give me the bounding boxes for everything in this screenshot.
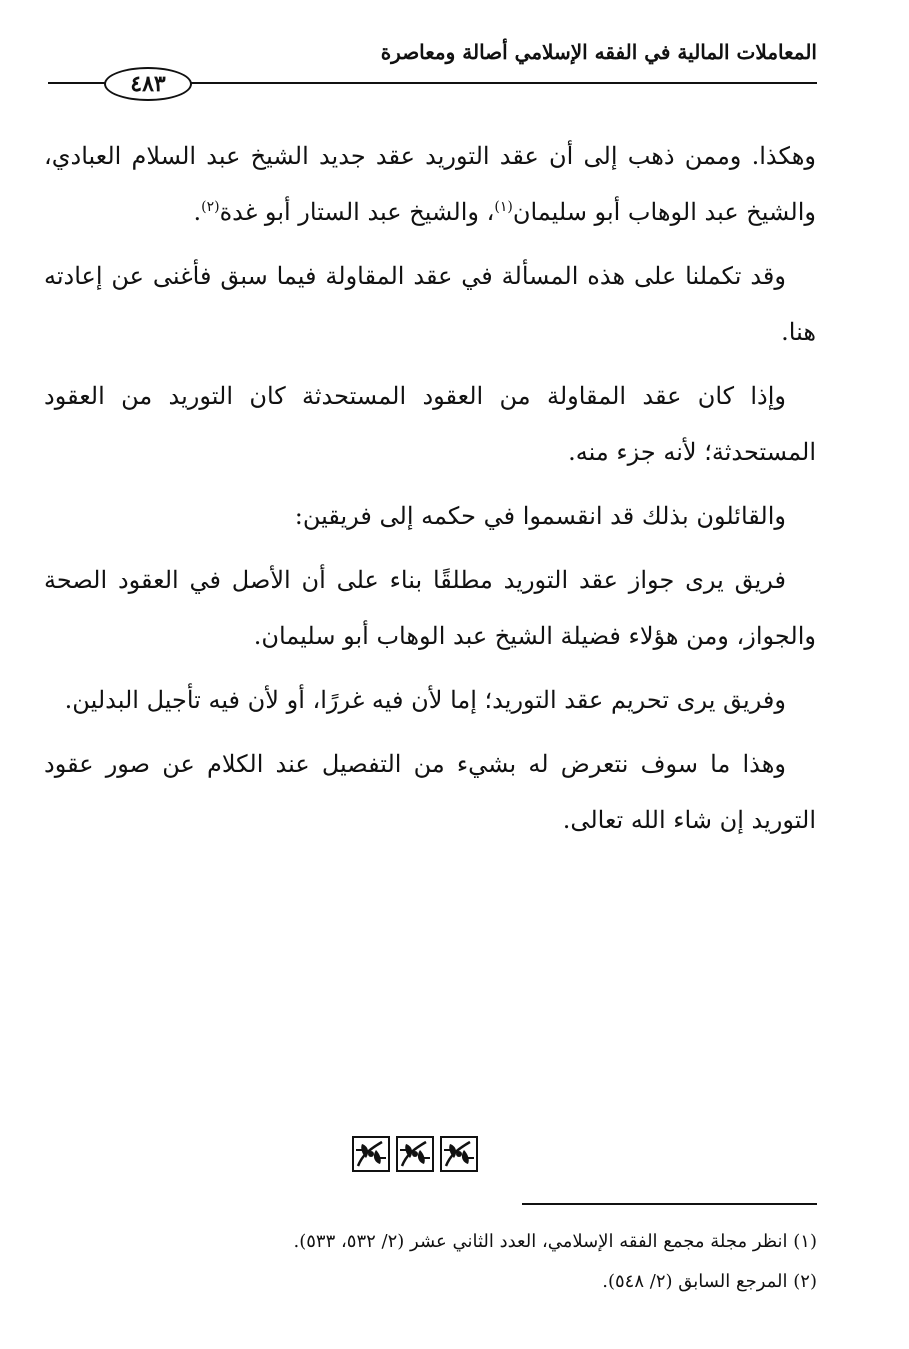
body-text <box>44 128 816 856</box>
section-end-ornament <box>352 1136 478 1172</box>
paragraph-6: وفريق يرى تحريم عقد التوريد؛ إما لأن فيه غررًا، أو لأن فيه تأجيل البدلين. <box>64 686 786 714</box>
footnotes <box>117 1222 817 1302</box>
footnote-ref-1: (١) <box>494 199 513 215</box>
floral-ornament-icon <box>352 1136 390 1172</box>
footnote-2: (٢) المرجع السابق (٢/ ٥٤٨). <box>602 1271 817 1292</box>
floral-ornament-icon <box>440 1136 478 1172</box>
paragraph-5: فريق يرى جواز عقد التوريد مطلقًا بناء على أن الأصل في العقود الصحة والجواز، ومن هؤلاء فضيلة الشيخ عبد الوهاب أبو سليمان. <box>44 566 816 650</box>
paragraph-3: وإذا كان عقد المقاولة من العقود المستحدثة كان التوريد من العقود المستحدثة؛ لأنه جزء منه. <box>44 382 816 466</box>
footnote-ref-2: (٢) <box>201 199 220 215</box>
paragraph-4: والقائلون بذلك قد انقسموا في حكمه إلى فريقين: <box>294 502 786 530</box>
paragraph-2: وقد تكملنا على هذه المسألة في عقد المقاولة فيما سبق فأغنى عن إعادته هنا. <box>44 262 816 346</box>
paragraph-7: وهذا ما سوف نتعرض له بشيء من التفصيل عند الكلام عن صور عقود التوريد إن شاء الله تعالى. <box>44 750 816 834</box>
footnote-1: (١) انظر مجلة مجمع الفقه الإسلامي، العدد الثاني عشر (٢/ ٥٣٢، ٥٣٣). <box>293 1231 817 1252</box>
paragraph-1: وهكذا. وممن ذهب إلى أن عقد التوريد عقد جديد الشيخ عبد السلام العبادي، والشيخ عبد الوهاب أبو سليمان$^{(١)}$، والشيخ عبد الستار أبو غدة$^{(٢)}$. <box>44 142 816 226</box>
page-number: ٤٨٣ <box>104 67 192 101</box>
running-header: المعاملات المالية في الفقه الإسلامي أصالة ومعاصرة <box>380 40 817 64</box>
floral-ornament-icon <box>396 1136 434 1172</box>
footnote-rule <box>522 1203 817 1205</box>
